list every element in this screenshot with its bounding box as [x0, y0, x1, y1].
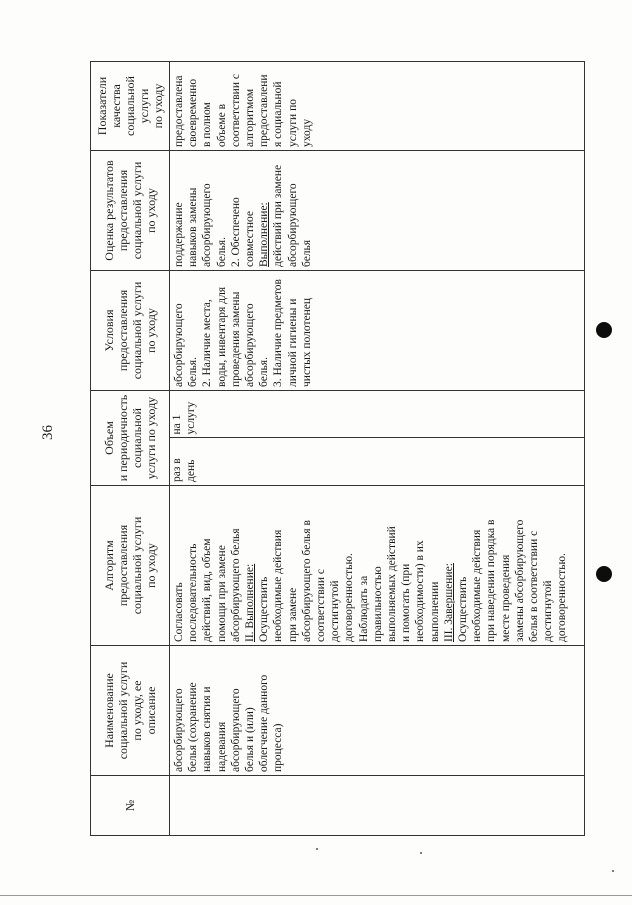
text-line: соответствии с	[315, 569, 328, 642]
text-line: абсорбирующего	[286, 183, 299, 267]
section-heading: Выполнение:	[258, 202, 271, 267]
text-line: белья и (или)	[244, 707, 257, 772]
text-line: социальной услуги	[130, 161, 144, 260]
text-line: замены абсорбирующего	[513, 519, 526, 642]
text-line: Наблюдать за	[357, 575, 370, 642]
cell-service-name	[170, 646, 585, 776]
table-row	[170, 62, 585, 836]
text-line: 2. Обеспечено	[229, 197, 242, 267]
services-table-rotated	[90, 62, 580, 836]
text-line: уходу	[300, 118, 313, 147]
text-line: описание	[144, 686, 158, 735]
header-service-name	[91, 646, 170, 776]
text-line: действий, вид, объем	[201, 538, 214, 642]
text-line: соответствии с	[229, 74, 242, 147]
text-line: качества	[109, 84, 123, 128]
scan-speck	[316, 848, 318, 850]
text-line: белья в соответствии с	[528, 530, 541, 642]
text-line: при замене	[286, 587, 299, 642]
scan-speck	[612, 870, 614, 872]
text-line: Осуществить	[457, 576, 470, 642]
text-line: и помогать (при	[400, 563, 413, 642]
text-line: Алгоритм	[102, 540, 116, 591]
text-line: необходимые действия	[272, 529, 285, 642]
text-line: социальной	[123, 76, 137, 136]
text-line: проведения замены	[229, 291, 242, 387]
text-line: в полном	[201, 102, 214, 147]
text-line: абсорбирующего белья	[229, 528, 242, 642]
cell-volume-frequency	[170, 438, 584, 486]
text-line: достигнутой	[542, 580, 555, 642]
text-line: последовательность	[187, 543, 200, 642]
text-line: день	[185, 459, 198, 482]
table-header-row	[91, 62, 170, 836]
header-conditions	[91, 271, 170, 391]
text-line: Оценка результатов	[102, 160, 116, 261]
text-line: своевременно	[187, 78, 200, 147]
text-line: облегчение данного	[258, 674, 271, 772]
text-line: услуги	[137, 88, 151, 124]
text-line: навыков замены	[187, 187, 200, 267]
cell-algorithm	[170, 486, 585, 646]
text-line: месте проведения	[499, 554, 512, 642]
text-line: личной гигиены и	[286, 298, 299, 387]
text-line: услуги по	[286, 99, 299, 147]
cell-quality	[170, 62, 585, 151]
text-line: предоставления	[116, 169, 130, 252]
cell-conditions	[170, 271, 585, 391]
header-num: №	[91, 776, 170, 836]
text-line: Условия	[102, 309, 116, 352]
text-line: 3. Наличие предметов	[272, 279, 285, 387]
text-line: воды, инвентаря для	[215, 286, 228, 387]
text-line: необходимости) в их	[414, 540, 427, 642]
text-line: раз в	[171, 458, 183, 482]
cell-evaluation	[170, 151, 585, 271]
text-line: предоставления	[116, 289, 130, 372]
text-line: абсорбирующего	[244, 303, 257, 387]
text-line: Объем	[102, 421, 116, 455]
cell-num	[170, 776, 585, 836]
header-evaluation	[91, 151, 170, 271]
text-line: 2. Наличие места,	[201, 299, 214, 387]
text-line: правильностью	[371, 566, 384, 642]
text-line: выполняемых действий	[386, 526, 399, 642]
text-line: по уходу	[144, 308, 158, 353]
text-line: белья	[300, 239, 313, 267]
text-line: необходимые действия	[471, 529, 484, 642]
rotated-table-area	[90, 62, 580, 836]
page-edge-line	[0, 895, 632, 896]
text-line: по уходу	[144, 543, 158, 588]
text-line: предоставления	[116, 524, 130, 607]
text-line: поддержание	[173, 202, 185, 267]
text-line: Показатели	[95, 76, 109, 136]
text-line: предоставлена	[173, 75, 185, 147]
text-line: белья.	[187, 357, 200, 387]
section-heading: III. Завершение:	[442, 563, 455, 642]
punch-hole	[596, 322, 612, 338]
services-table	[90, 61, 585, 836]
text-line: услуги по уходу	[144, 396, 158, 480]
text-line: алгоритмом	[244, 88, 257, 147]
text-line: Осуществить	[258, 576, 271, 642]
text-line: по уходу	[151, 83, 165, 129]
text-line: договоренностью.	[343, 553, 356, 642]
text-line: социальной услуги	[130, 516, 144, 615]
header-algorithm	[91, 486, 170, 646]
text-line: совместное	[244, 210, 257, 267]
text-line: при наведении порядка в	[485, 519, 498, 642]
text-line: абсорбирующего белья в	[300, 520, 313, 642]
punch-hole	[596, 566, 612, 582]
text-line: на 1	[171, 414, 183, 435]
text-line: абсорбирующего	[229, 688, 242, 772]
page-number: 36	[40, 425, 56, 440]
text-line: надевания	[215, 721, 228, 772]
header-volume	[91, 391, 170, 486]
text-line: социальной услуги	[116, 661, 130, 760]
text-line: процесса)	[272, 723, 285, 772]
text-line: белья (сохранение	[187, 682, 200, 772]
text-line: социальной	[130, 408, 144, 468]
text-line: договоренностью.	[556, 553, 569, 642]
text-line: абсорбирующего	[173, 303, 185, 387]
text-line: я социальной	[272, 81, 285, 147]
text-line: Согласовать	[173, 582, 185, 642]
text-line: действий при замене	[272, 164, 285, 267]
text-line: помощи при замене	[215, 545, 228, 642]
text-line: выполнении	[428, 581, 441, 642]
text-line: по уходу	[144, 188, 158, 233]
text-line: абсорбирующего	[201, 183, 214, 267]
text-line: навыков снятия и	[201, 686, 214, 772]
cell-volume	[170, 391, 585, 486]
text-line: достигнутой	[329, 580, 342, 642]
text-line: белья.	[215, 237, 228, 267]
section-heading: II. Выполнение:	[244, 563, 257, 642]
cell-volume-amount	[170, 391, 584, 438]
text-line: по уходу, ее	[130, 680, 144, 741]
header-quality	[91, 62, 170, 151]
text-line: белья.	[258, 357, 271, 387]
text-line: Наименование	[102, 673, 116, 748]
text-line: социальной услуги	[130, 281, 144, 380]
text-line: и периодичность	[116, 394, 130, 482]
text-line: чистых полотенец	[300, 297, 313, 387]
scan-speck	[420, 852, 422, 854]
text-line: услугу	[185, 401, 198, 435]
text-line: объеме в	[215, 103, 228, 147]
text-line: абсорбирующего	[173, 688, 185, 772]
text-line: предоставлени	[258, 74, 271, 147]
